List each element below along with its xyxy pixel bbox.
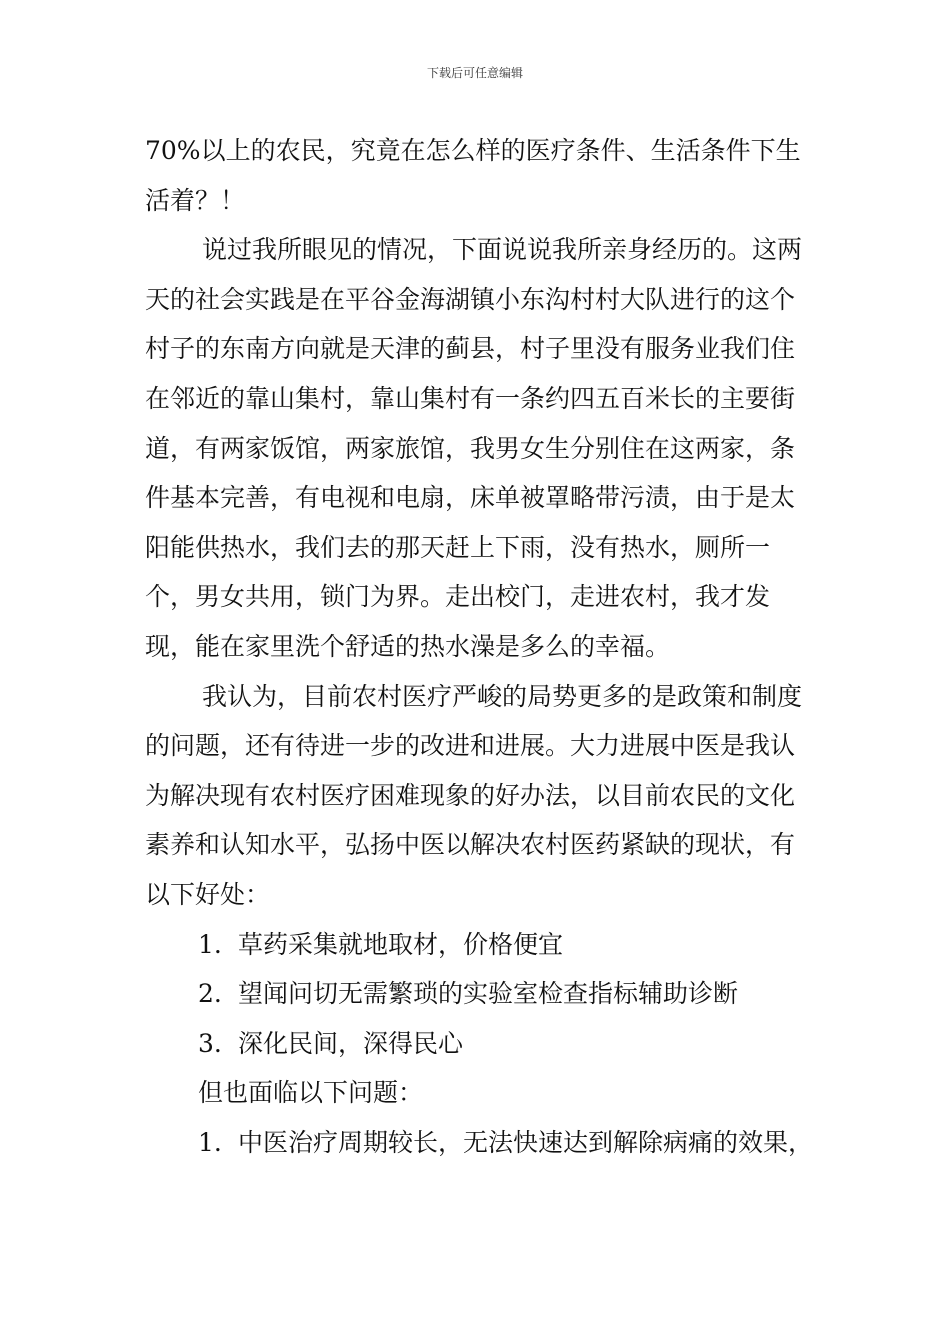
paragraph-opinion: 我认为，目前农村医疗严峻的局势更多的是政策和制度的问题，还有待进一步的改进和进展。大力进展中医是我认为解决现有农村医疗困难现象的好办法，以目前农民的文化素养和认知水平，弘扬中医以解决农村医药紧缺的现状，有以下好处： [145, 681, 803, 909]
paragraph-intro: 70%以上的农民，究竟在怎么样的医疗条件、生活条件下生活着？！ [145, 136, 801, 215]
problems-intro: 但也面临以下问题： [198, 1078, 424, 1108]
list-number: 3. [198, 1028, 222, 1058]
page-header-note: 下载后可任意编辑 [426, 66, 523, 80]
list-text: 草药采集就地取材，价格便宜 [238, 929, 564, 959]
list-text: 深化民间，深得民心 [238, 1028, 464, 1058]
list-item-advantage-2 [145, 969, 815, 1019]
list-number: 1. [198, 1127, 222, 1157]
list-item-advantage-3 [145, 1019, 815, 1069]
list-number: 2. [198, 979, 222, 1009]
list-text: 望闻问切无需繁琐的实验室检查指标辅助诊断 [238, 979, 739, 1009]
list-item-problem-1 [145, 1118, 815, 1168]
list-number: 1. [198, 929, 222, 959]
paragraph-experience: 说过我所眼见的情况，下面说说我所亲身经历的。这两天的社会实践是在平谷金海湖镇小东沟村村大队进行的这个村子的东南方向就是天津的蓟县，村子里没有服务业我们住在邻近的靠山集村，靠山集村有一条约四五百米长的主要街道，有两家饭馆，两家旅馆，我男女生分别住在这两家，条件基本完善，有电视和电扇，床单被罩略带污渍，由于是太阳能供热水，我们去的那天赶上下雨，没有热水，厕所一个，男女共用，锁门为界。走出校门，走进农村，我才发现，能在家里洗个舒适的热水澡是多么的幸福。 [145, 235, 803, 661]
document-body [145, 126, 815, 1167]
list-item-advantage-1 [145, 920, 815, 970]
list-text: 中医治疗周期较长，无法快速达到解除病痛的效果， [238, 1127, 814, 1157]
